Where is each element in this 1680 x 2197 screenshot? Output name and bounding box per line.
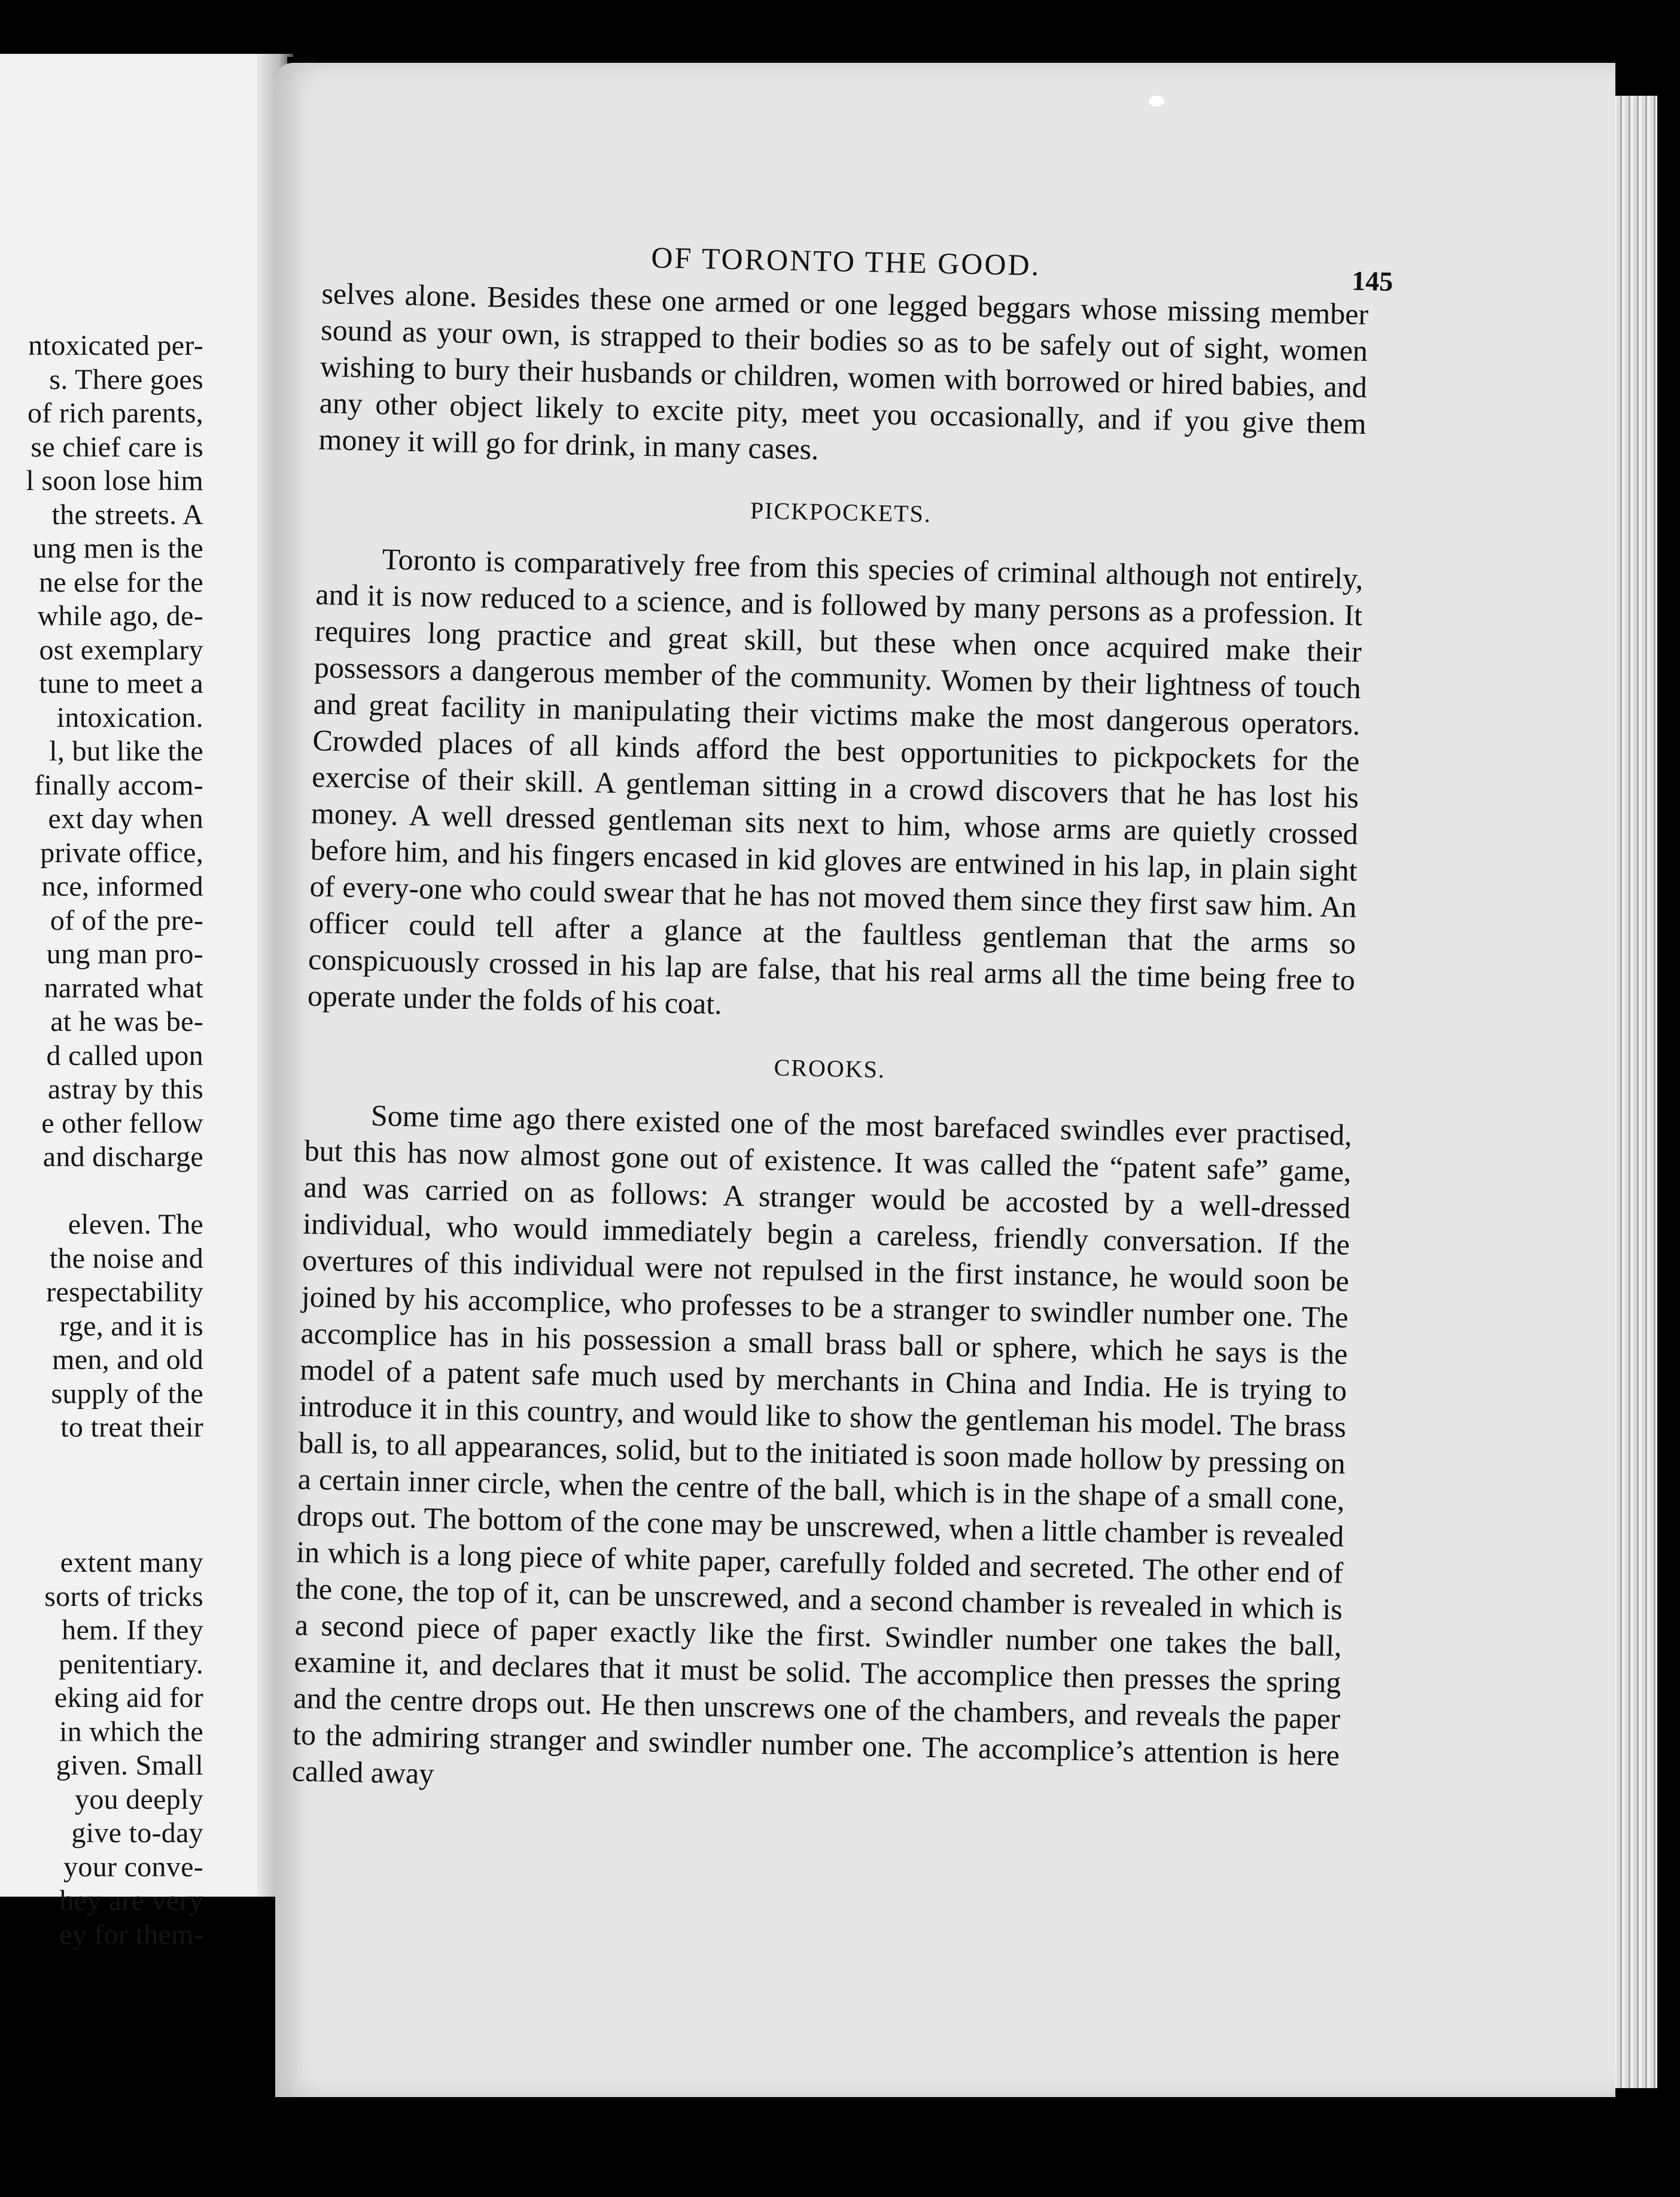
left-page-line: and discharge: [42, 1141, 203, 1173]
left-page-line: ext day when: [48, 803, 203, 835]
left-page-line: e other fellow: [41, 1107, 203, 1139]
left-page-line: [26, 1478, 203, 1513]
left-page-line: [26, 1445, 203, 1479]
left-page-line: your conve-: [63, 1851, 203, 1883]
left-page-line: finally accom-: [34, 769, 203, 801]
left-page-line: to treat their: [60, 1411, 203, 1443]
section-heading-pickpockets: PICKPOCKETS.: [750, 497, 932, 528]
left-page-line: men, and old: [52, 1344, 203, 1376]
left-page-line: astray by this: [47, 1073, 203, 1105]
left-page-line: intoxication.: [56, 701, 203, 734]
left-page-line: se chief care is: [31, 431, 203, 463]
left-page-line: private office,: [40, 836, 203, 869]
paragraph-intro: selves alone. Besides these one armed or one legged beggars whose missing member sound as your own, is strapped to their bodies so as to be safely out of sight, women wishing to bury their husbands or children, women with borrowed or hired babies, and any other object likely to excite pity, meet you occasionally, and if you give them money it will go for drink, in many cases.: [318, 276, 1369, 466]
left-page-line: rge, and it is: [59, 1310, 203, 1342]
left-page-line: ntoxicated per-: [28, 330, 203, 361]
left-page-line: l, but like the: [49, 735, 203, 767]
paragraph-pickpockets: Toronto is comparatively free from this species of criminal although not entirely, and it is now reduced to a science, and is followed by many persons as a profession. It requires long practice and great skill, but these when once acquired make their possessors a dangerous member of the community. Women by their lightness of touch and great facility in manipulating their victims make the most dangerous operators. Crowded places of all kinds afford the best opportunities to pickpockets for the exercise of their skill. A gentleman sitting in a crowd discovers that he has lost his money. A well dressed gentleman sits next to him, whose arms are quietly crossed before him, and his fingers encased in kid gloves are entwined in his lap, in plain sight of every-one who could swear that he has not moved them since they first saw him. An officer could tell after a glance at the faultless gentleman that the arms so conspicuously crossed in his lap are false, that his real arms all the time being free to operate under the folds of his coat.: [307, 542, 1364, 1021]
left-page-line: of of the pre-: [50, 904, 203, 936]
left-page-line: ey for them-: [59, 1918, 203, 1950]
left-page-line: d called upon: [46, 1039, 203, 1072]
section-heading-crooks: CROOKS.: [774, 1054, 886, 1084]
left-facing-page: [0, 54, 287, 1950]
left-page-line: at he was be-: [50, 1006, 203, 1037]
left-page-line: given. Small: [56, 1749, 203, 1781]
left-page-line: [26, 1513, 203, 1547]
left-page-line: you deeply: [75, 1783, 203, 1815]
left-page-line: the streets. A: [51, 498, 203, 531]
left-page-line: hey are very: [59, 1885, 203, 1916]
left-page-line: s. There goes: [49, 363, 203, 395]
left-page-line: eleven. The: [68, 1209, 203, 1240]
paragraph-crooks: Some time ago there existed one of the most barefaced swindles ever practised, but this has now almost gone out of existence. It was called the “patent safe” game, and was carried on as follows: A stranger would be accosted by a well-dressed individual, who would immediately begin a careless, friendly conversation. If the overtures of this individual were not repulsed in the first instance, he would soon be joined by his accomplice, who professes to be a stranger to swindler number one. The accomplice has in his possession a small brass ball or sphere, which he says is the model of a patent safe much used by merchants in China and India. He is trying to introduce it in this country, and would like to show the gentleman his model. The brass ball is, to all appearances, solid, but to the initiated is soon made hollow by pressing on a certain inner circle, when the centre of the ball, which is in the shape of a small cone, drops out. The bottom of the cone may be unscrewed, when a little chamber is revealed in which is a long piece of white paper, carefully folded and secreted. The other end of the cone, the top of it, can be unscrewed, and a second chamber is revealed in which is a second piece of paper exactly like the first. Swindler number one takes the ball, examine it, and declares that it must be solid. The accomplice then presses the spring and the centre drops out. He then unscrews one of the chambers, and reveals the paper to the admiring stranger and swindler number one. The accomplice’s attention is here called away: [291, 1098, 1353, 1791]
left-page-line: [26, 1174, 203, 1209]
left-page-line: ost exemplary: [39, 634, 203, 666]
left-page-line: give to-day: [71, 1817, 203, 1849]
left-page-text: [26, 329, 203, 1952]
left-page-line: ung men is the: [32, 532, 203, 564]
left-page-line: respectability: [46, 1276, 203, 1308]
left-page-line: narrated what: [44, 972, 203, 1004]
left-page-line: ung man pro-: [46, 938, 203, 970]
left-page-line: the noise and: [49, 1242, 203, 1274]
left-page-line: of rich parents,: [27, 397, 203, 429]
running-title: OF TORONTO THE GOOD.: [650, 241, 1041, 282]
left-page-line: supply of the: [51, 1377, 203, 1410]
left-page-line: in which the: [59, 1715, 203, 1748]
left-page-line: sorts of tricks: [44, 1580, 203, 1612]
left-page-line: eking aid for: [54, 1682, 203, 1714]
left-page-line: while ago, de-: [37, 600, 203, 632]
left-page-line: extent many: [60, 1547, 203, 1578]
paper-speck: [1149, 96, 1164, 106]
left-page-line: l soon lose him: [26, 465, 203, 497]
left-page-line: penitentiary.: [58, 1648, 203, 1680]
left-page-line: tune to meet a: [39, 668, 203, 699]
page-number: 145: [1351, 265, 1393, 297]
left-page-line: nce, informed: [41, 871, 203, 902]
left-page-line: hem. If they: [62, 1614, 203, 1646]
page-content: [291, 221, 1393, 1810]
left-page-line: ne else for the: [38, 566, 203, 598]
